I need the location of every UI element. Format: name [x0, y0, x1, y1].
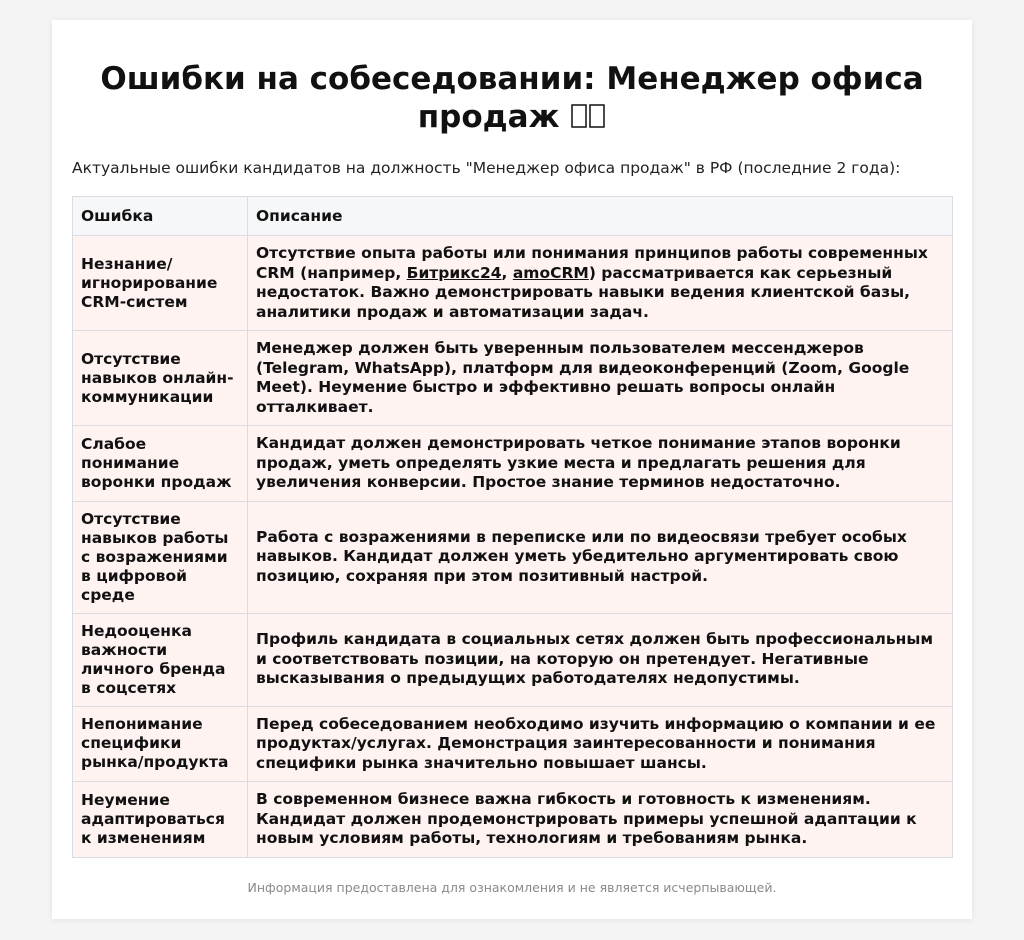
description-cell: Работа с возражениями в переписке или по видеосвязи требует особых навыков. Кандидат должен уметь убедительно аргументировать свою позицию, сохраняя при этом позитивный настрой.	[248, 501, 953, 613]
table-row	[73, 706, 953, 782]
description-text: Отсутствие опыта работы или понимания принципов работы современных CRM (например,	[256, 244, 928, 282]
table-row	[73, 236, 953, 331]
content-card	[52, 20, 972, 919]
table-header-row	[73, 197, 953, 236]
page-title-text: Ошибки на собеседовании: Менеджер офиса продаж	[100, 61, 924, 135]
error-cell: Недооценка важности личного бренда в соцсетях	[73, 613, 248, 706]
column-header-description: Описание	[248, 197, 953, 236]
description-cell: Менеджер должен быть уверенным пользователем мессенджеров (Telegram, WhatsApp), платформ для видеоконференций (Zoom, Google Meet). Неумение быстро и эффективно решать вопросы онлайн отталкивает.	[248, 331, 953, 426]
error-cell: Неумение адаптироваться к изменениям	[73, 782, 248, 858]
description-cell	[248, 236, 953, 331]
description-cell: Профиль кандидата в социальных сетях должен быть профессиональным и соответствовать позиции, на которую он претендует. Негативные высказывания о предыдущих работодателях недопустимы.	[248, 613, 953, 706]
amocrm-link[interactable]: amoCRM	[512, 263, 589, 282]
page-title	[72, 60, 952, 136]
table-row	[73, 501, 953, 613]
flag-icon	[570, 102, 606, 130]
error-cell: Отсутствие навыков работы с возражениями в цифровой среде	[73, 501, 248, 613]
table-row	[73, 331, 953, 426]
error-cell: Слабое понимание воронки продаж	[73, 426, 248, 502]
description-separator: ,	[501, 263, 513, 282]
errors-table	[72, 196, 953, 858]
column-header-error: Ошибка	[73, 197, 248, 236]
error-cell: Незнание/ игнорирование CRM-систем	[73, 236, 248, 331]
footer-note: Информация предоставлена для ознакомления и не является исчерпывающей.	[247, 879, 777, 895]
table-row	[73, 613, 953, 706]
bitrix24-link[interactable]: Битрикс24	[406, 263, 502, 282]
table-row	[73, 426, 953, 502]
description-cell: В современном бизнесе важна гибкость и готовность к изменениям. Кандидат должен продемонстрировать примеры успешной адаптации к новым условиям работы, технологиям и требованиям рынка.	[248, 782, 953, 858]
description-text: ) рассматривается как серьезный недостаток. Важно демонстрировать навыки ведения клиентской базы, аналитики продаж и автоматизации задач.	[256, 263, 911, 321]
description-cell: Кандидат должен демонстрировать четкое понимание этапов воронки продаж, уметь определять узкие места и предлагать решения для увеличения конверсии. Простое знание терминов недостаточно.	[248, 426, 953, 502]
page-subtitle: Актуальные ошибки кандидатов на должность "Менеджер офиса продаж" в РФ (последние 2 года):	[72, 159, 901, 177]
table-row	[73, 782, 953, 858]
description-cell: Перед собеседованием необходимо изучить информацию о компании и ее продуктах/услугах. Демонстрация заинтересованности и понимания специфики рынка значительно повышает шансы.	[248, 706, 953, 782]
error-cell: Отсутствие навыков онлайн-коммуникации	[73, 331, 248, 426]
error-cell: Непонимание специфики рынка/продукта	[73, 706, 248, 782]
